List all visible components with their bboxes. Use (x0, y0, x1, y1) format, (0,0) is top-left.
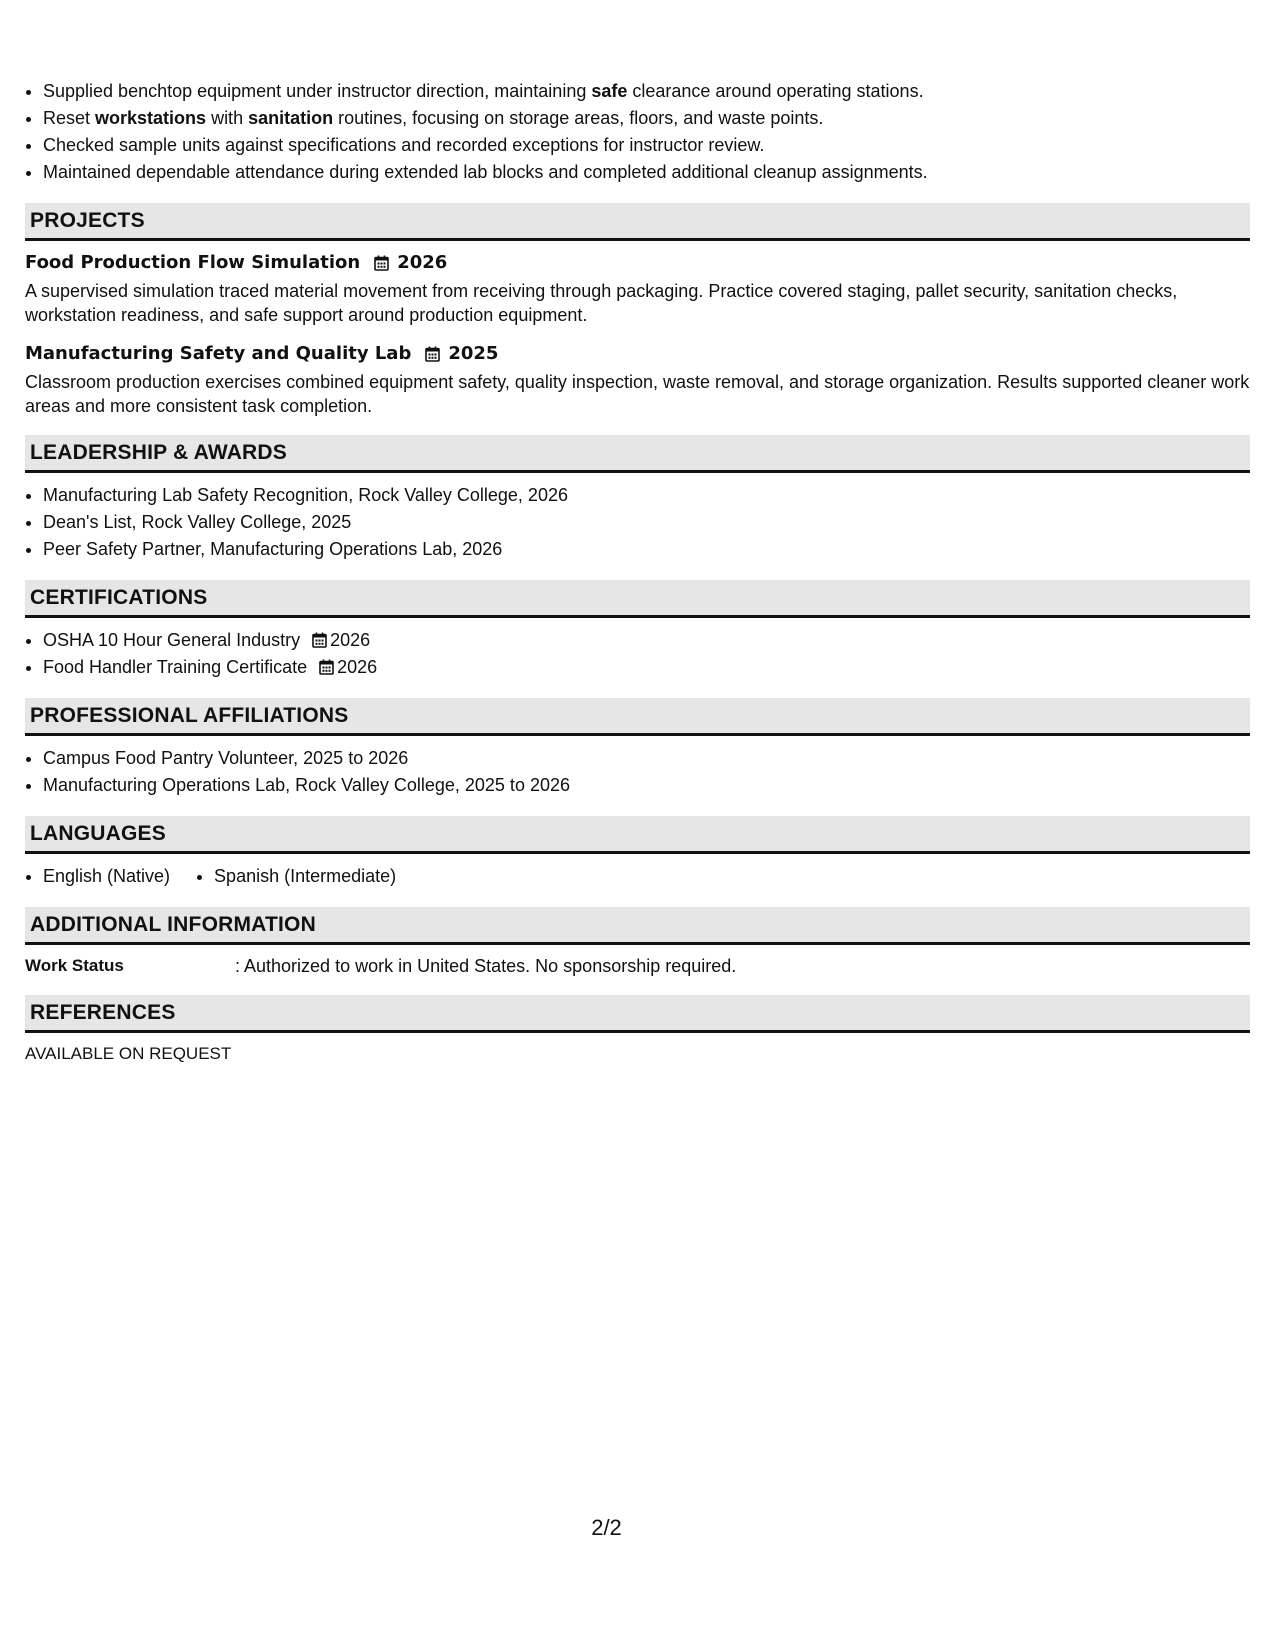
project-description: Classroom production exercises combined equipment safety, quality inspection, waste removal, and storage organization. Results supported cleaner work areas and more consistent task completion. (25, 372, 1250, 416)
resume-page (25, 78, 1250, 1066)
bullet-bold-text: workstations (95, 108, 207, 128)
bullet-text: Maintained dependable attendance during extended lab blocks and completed additional cleanup assignments. (43, 162, 928, 182)
certification-date-group (300, 630, 370, 650)
certification-date-group (307, 657, 377, 677)
project-entry (25, 250, 1250, 327)
project-date: 2026 (397, 252, 448, 273)
list-item: • Peer Safety Partner, Manufacturing Operations Lab, 2026 (43, 536, 1250, 563)
bullet-text: clearance around operating stations. (627, 81, 924, 101)
list-item: • English (Native) (43, 863, 170, 890)
section-header-affiliations: PROFESSIONAL AFFILIATIONS (25, 698, 1250, 736)
work-status-value: : Authorized to work in United States. No sponsorship required. (235, 956, 737, 976)
bullet-text: Reset (43, 108, 96, 128)
section-header-references: REFERENCES (25, 995, 1250, 1033)
page-number: 2/2 (591, 1515, 622, 1540)
certification-name: OSHA 10 Hour General Industry (43, 630, 301, 650)
certifications-list (25, 627, 1250, 681)
section-header-additional-info: ADDITIONAL INFORMATION (25, 907, 1250, 945)
list-item: • Manufacturing Lab Safety Recognition, Rock Valley College, 2026 (43, 482, 1250, 509)
list-item: • Campus Food Pantry Volunteer, 2025 to 2026 (43, 745, 1250, 772)
affiliations-list (25, 745, 1250, 799)
list-item (43, 105, 1250, 132)
list-item: • Dean's List, Rock Valley College, 2025 (43, 509, 1250, 536)
calendar-icon (319, 659, 334, 675)
bullet-text: with (206, 108, 249, 128)
list-item (43, 654, 1250, 681)
list-item (43, 627, 1250, 654)
bullet-text: Checked sample units against specifications and recorded exceptions for instructor review. (43, 135, 765, 155)
list-item: • Manufacturing Operations Lab, Rock Valley College, 2025 to 2026 (43, 772, 1250, 799)
list-item (43, 78, 1250, 105)
section-header-languages: LANGUAGES (25, 816, 1250, 854)
experience-bullet-list (25, 78, 1250, 186)
section-header-projects: PROJECTS (25, 203, 1250, 241)
project-title-row (25, 341, 1250, 367)
certification-name: Food Handler Training Certificate (43, 657, 308, 677)
section-header-certifications: CERTIFICATIONS (25, 580, 1250, 618)
bullet-bold-text: sanitation (248, 108, 334, 128)
calendar-icon (425, 346, 440, 362)
work-status-row (25, 954, 1250, 978)
project-entry (25, 341, 1250, 418)
references-text: AVAILABLE ON REQUEST (25, 1044, 232, 1063)
list-item (43, 132, 1250, 159)
project-title: Manufacturing Safety and Quality Lab (25, 343, 412, 364)
bullet-text: routines, focusing on storage areas, floors, and waste points. (333, 108, 824, 128)
certification-date: 2026 (330, 630, 371, 650)
list-item (43, 159, 1250, 186)
calendar-icon (312, 632, 327, 648)
calendar-icon (374, 255, 389, 271)
project-title: Food Production Flow Simulation (25, 252, 361, 273)
project-description: A supervised simulation traced material movement from receiving through packaging. Practice covered staging, pallet security, sanitation checks, workstation readiness, and safe support around production equipment. (25, 281, 1178, 325)
section-header-leadership: LEADERSHIP & AWARDS (25, 435, 1250, 473)
certification-date: 2026 (337, 657, 378, 677)
list-item: • Spanish (Intermediate) (214, 863, 396, 890)
project-title-row (25, 250, 1250, 276)
leadership-list (25, 482, 1250, 563)
project-date: 2025 (448, 343, 499, 364)
bullet-bold-text: safe (591, 81, 628, 101)
bullet-text: Supplied benchtop equipment under instructor direction, maintaining (43, 81, 592, 101)
languages-list (25, 863, 1250, 890)
work-status-label: Work Status (25, 956, 124, 975)
